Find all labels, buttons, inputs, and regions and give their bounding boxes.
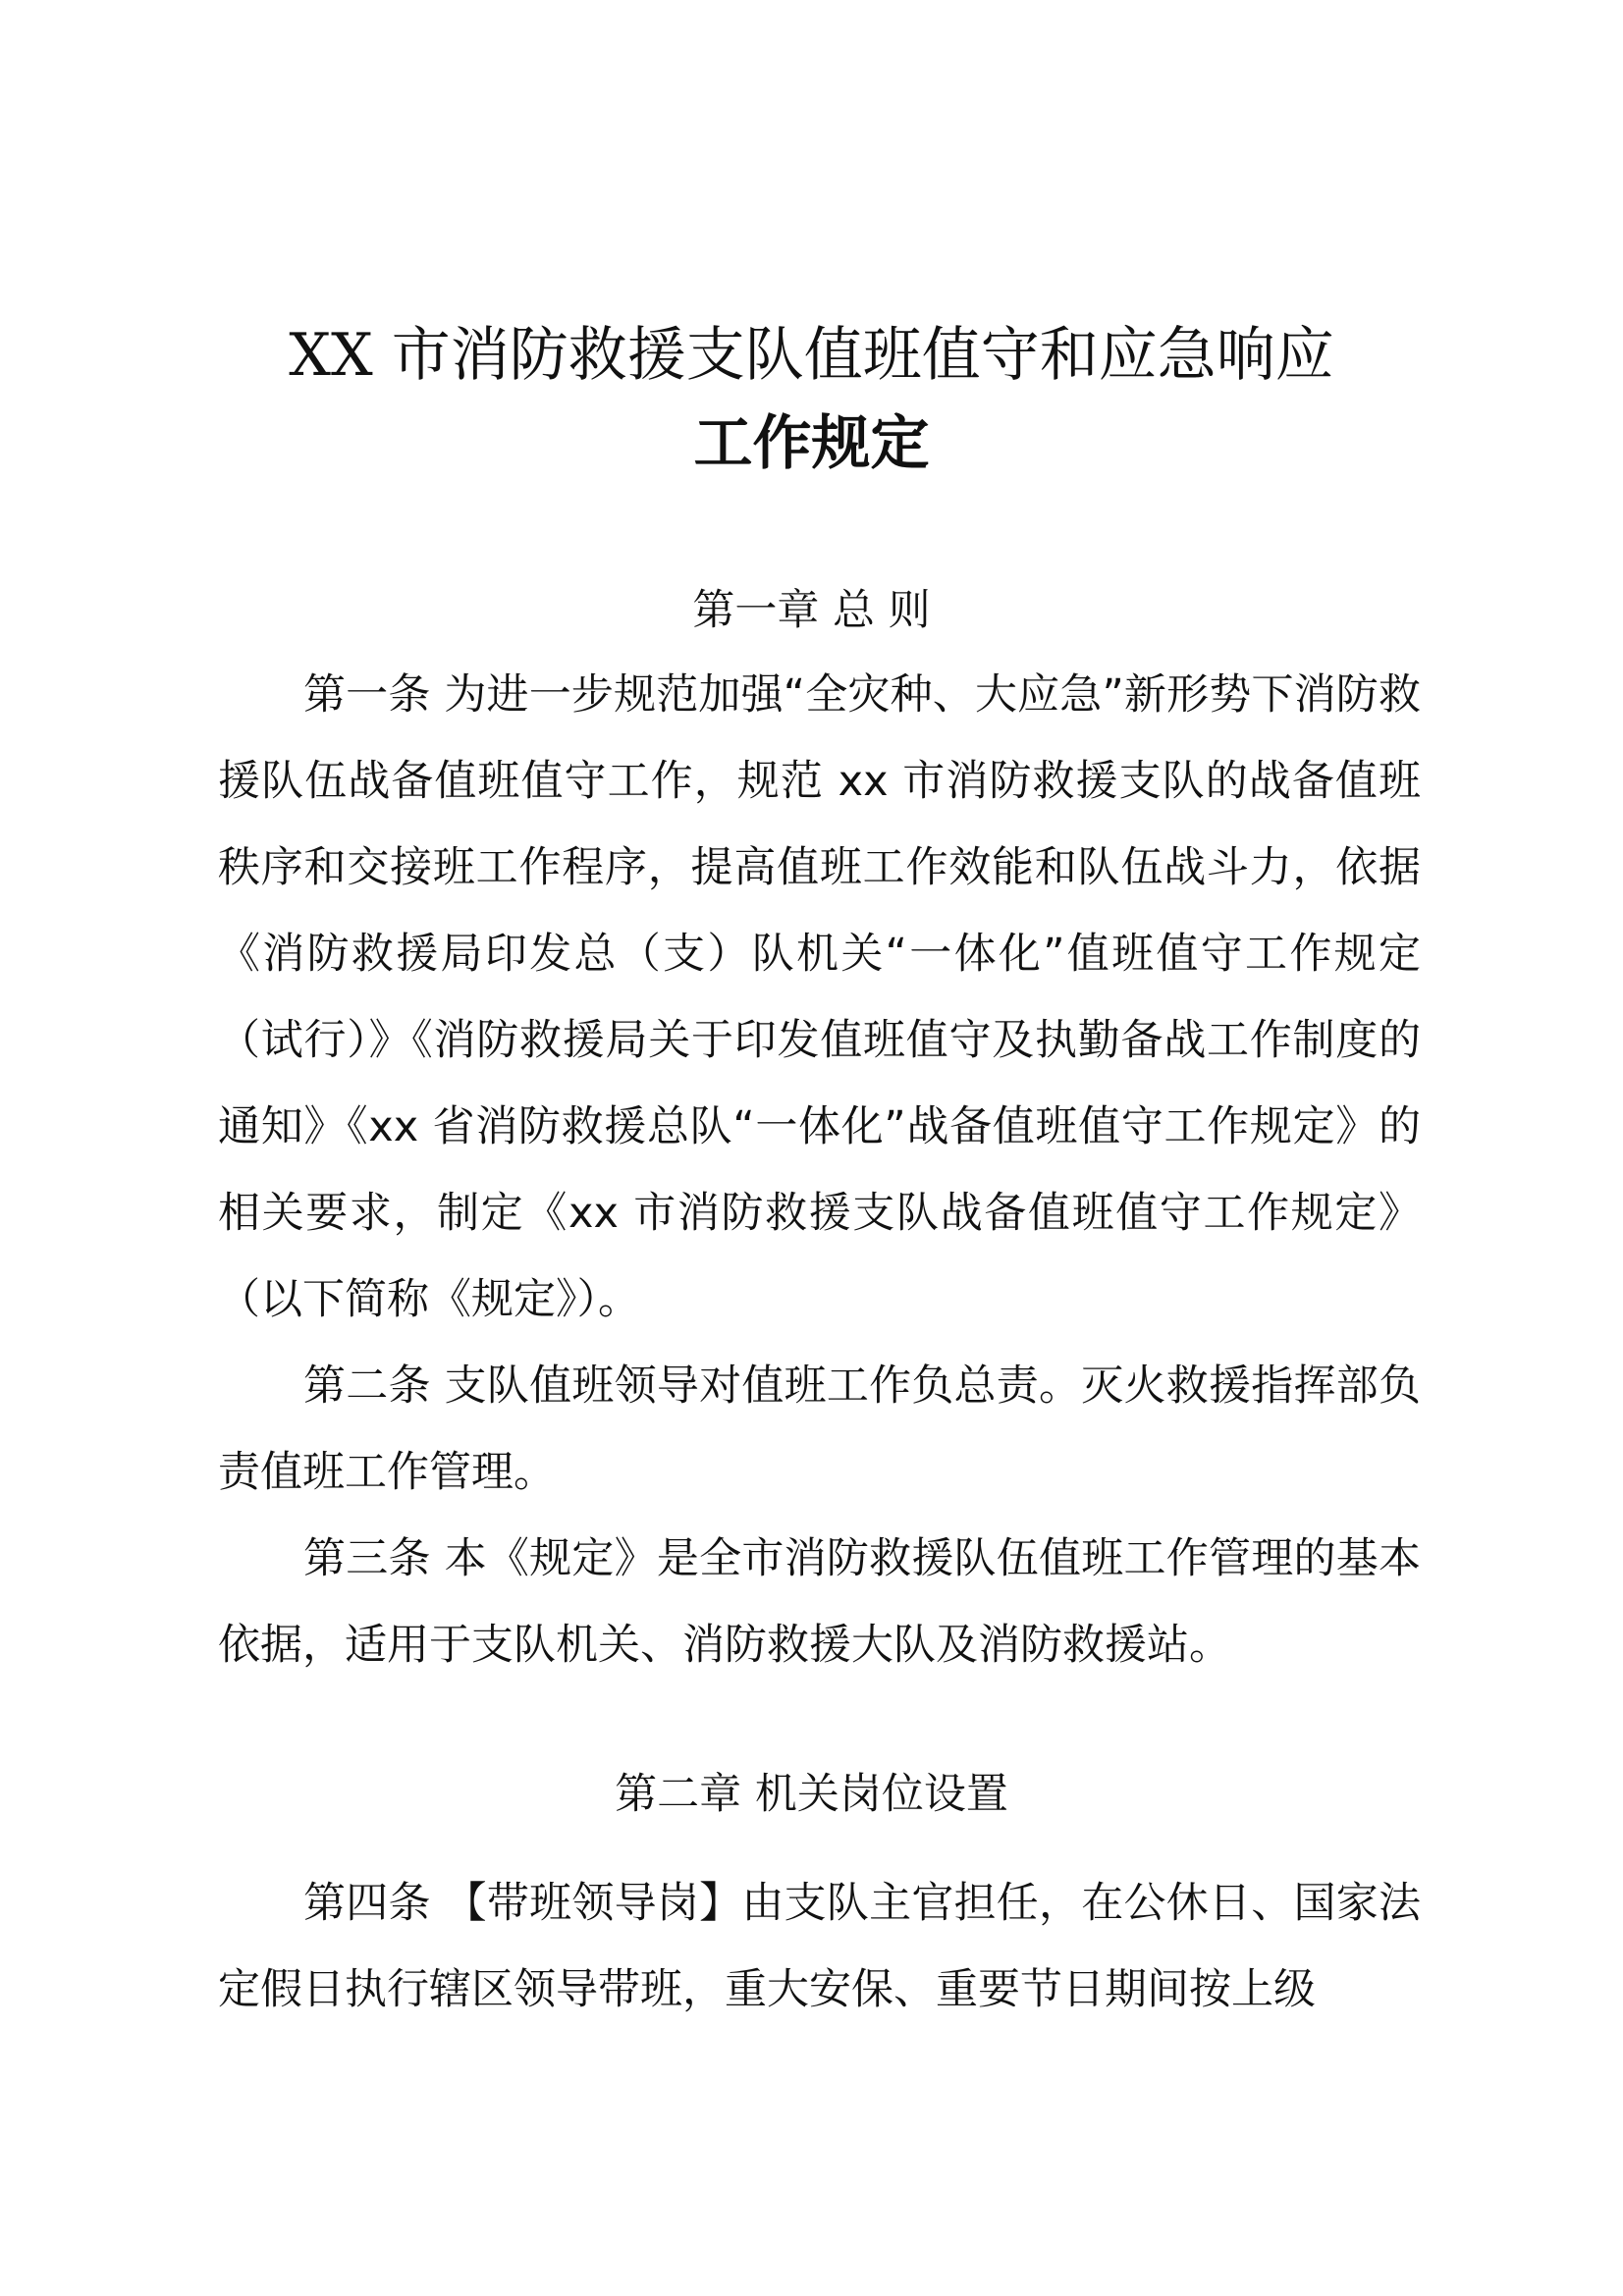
article-4: 第四条 【带班领导岗】由支队主官担任，在公休日、国家法定假日执行辖区领导带班，重大安保、重要节日期间按上级 (218, 1879, 1421, 2014)
article-1: 第一条 为进一步规范加强“全灾种、大应急”新形势下消防救援队伍战备值班值守工作，规范 xx 市消防救援支队的战备值班秩序和交接班工作程序，提高值班工作效能和队伍战斗力，依据《消防救援局印发总（支）队机关“一体化”值班值守工作规定（试行）》《消防救援局关于印发值班值守及执勤备战工作制度的通知》《xx 省消防救援总队“一体化”战备值班值守工作规定》的相关要求，制定《xx 市消防救援支队战备值班值守工作规定》（以下简称《规定》）。 (218, 670, 1421, 1324)
document-title-line-2: 工作规定 (693, 409, 930, 478)
title-part-1: XX 市消防救援 (289, 321, 686, 390)
title-part-3: 和应急响应 (1039, 321, 1334, 390)
chapter-1-heading: 第一章 总 则 (692, 586, 931, 635)
article-3: 第三条 本《规定》是全市消防救援队伍值班工作管理的基本依据，适用于支队机关、消防救援大队及消防救援站。 (218, 1534, 1421, 1670)
title-part-2: 支队值班值守 (685, 321, 1040, 390)
chapter-2-heading: 第二章 机关岗位设置 (615, 1770, 1008, 1819)
article-2: 第二条 支队值班领导对值班工作负总责。灭火救援指挥部负责值班工作管理。 (218, 1362, 1421, 1497)
document-title-line-1 (0, 316, 1623, 395)
